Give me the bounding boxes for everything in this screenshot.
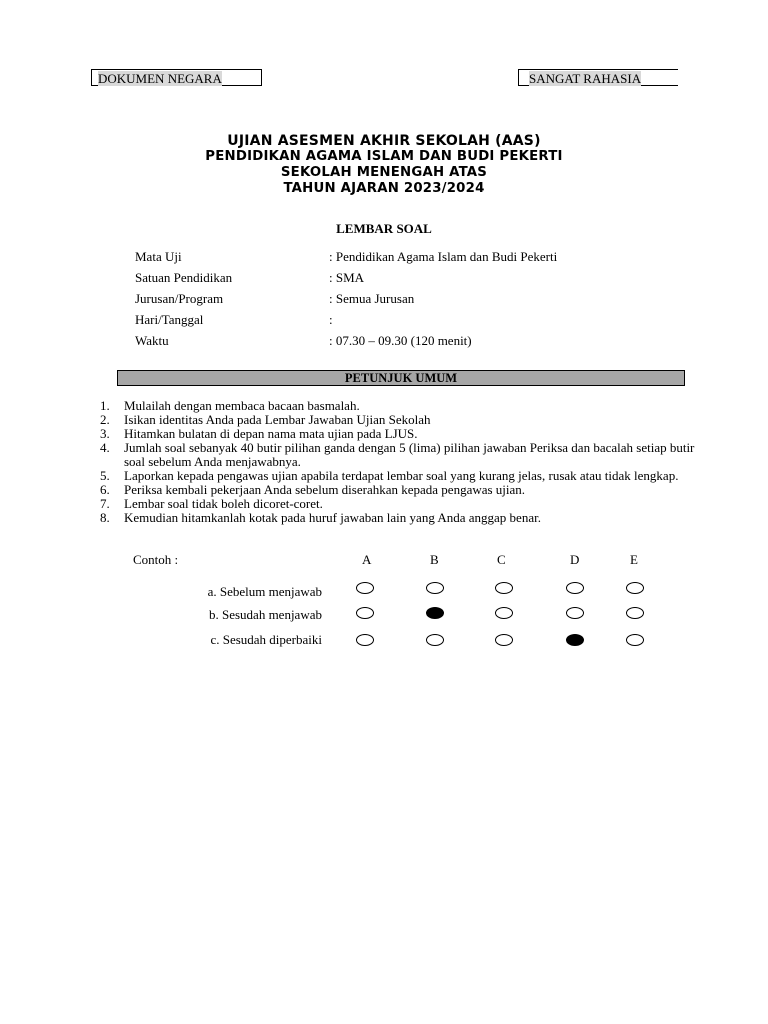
- answer-bubble-b: [426, 607, 444, 619]
- example-row-before: a. Sebelum menjawab: [207, 584, 322, 599]
- answer-bubble-a: [356, 582, 374, 594]
- item-number: 2.: [100, 412, 110, 427]
- list-item: [100, 413, 700, 427]
- document-classification-label: DOKUMEN NEGARA: [98, 71, 222, 86]
- info-row-mata-uji: [0, 249, 768, 267]
- item-number: 3.: [100, 426, 110, 441]
- answer-bubble-e: [626, 582, 644, 594]
- list-item: [100, 441, 700, 469]
- answer-bubble-a: [356, 634, 374, 646]
- option-header-b: B: [430, 552, 439, 567]
- answer-bubble-d: [566, 582, 584, 594]
- item-text: Jumlah soal sebanyak 40 butir pilihan ganda dengan 5 (lima) pilihan jawaban Periksa dan bacalah setiap butir soal sebelum Anda menjawabnya.: [124, 440, 695, 469]
- info-value: : Pendidikan Agama Islam dan Budi Pekerti: [329, 249, 558, 264]
- info-row-waktu: [0, 333, 768, 351]
- option-header-e: E: [630, 552, 638, 567]
- item-number: 8.: [100, 510, 110, 525]
- option-header-c: C: [497, 552, 506, 567]
- item-number: 6.: [100, 482, 110, 497]
- info-value: : Semua Jurusan: [329, 291, 415, 306]
- item-text: Laporkan kepada pengawas ujian apabila terdapat lembar soal yang kurang jelas, rusak atau tidak lengkap.: [124, 468, 679, 483]
- info-label: Hari/Tanggal: [135, 312, 204, 327]
- info-label: Jurusan/Program: [135, 291, 224, 306]
- answer-bubble-e: [626, 607, 644, 619]
- info-value: : SMA: [329, 270, 365, 285]
- confidentiality-label: SANGAT RAHASIA: [529, 71, 642, 86]
- item-text: Periksa kembali pekerjaan Anda sebelum diserahkan kepada pengawas ujian.: [124, 482, 526, 497]
- item-text: Mulailah dengan membaca bacaan basmalah.: [124, 398, 360, 413]
- list-item: [100, 511, 700, 525]
- list-item: [100, 427, 700, 441]
- general-instructions-banner: PETUNJUK UMUM: [117, 370, 685, 386]
- item-text: Hitamkan bulatan di depan nama mata ujian pada LJUS.: [124, 426, 418, 441]
- instructions-list: [100, 399, 700, 525]
- info-row-jurusan: [0, 291, 768, 309]
- answer-bubble-c: [495, 634, 513, 646]
- example-label: Contoh :: [133, 552, 179, 567]
- academic-year-title: TAHUN AJARAN 2023/2024: [283, 181, 485, 196]
- exam-title: UJIAN ASESMEN AKHIR SEKOLAH (AAS): [227, 133, 541, 149]
- item-text: Isikan identitas Anda pada Lembar Jawaban Ujian Sekolah: [124, 412, 431, 427]
- school-level-title: SEKOLAH MENENGAH ATAS: [280, 165, 488, 180]
- item-text: Kemudian hitamkanlah kotak pada huruf jawaban lain yang Anda anggap benar.: [124, 510, 541, 525]
- example-row-corrected: c. Sesudah diperbaiki: [210, 632, 322, 647]
- answer-bubble-b: [426, 582, 444, 594]
- info-row-satuan-pendidikan: [0, 270, 768, 288]
- answer-bubble-d: [566, 607, 584, 619]
- answer-bubble-a: [356, 607, 374, 619]
- list-item: [100, 497, 700, 511]
- subject-title: PENDIDIKAN AGAMA ISLAM DAN BUDI PEKERTI: [205, 149, 563, 164]
- answer-bubble-d: [566, 634, 584, 646]
- info-label: Mata Uji: [135, 249, 182, 264]
- list-item: [100, 483, 700, 497]
- sheet-heading: LEMBAR SOAL: [336, 221, 432, 236]
- option-header-d: D: [570, 552, 580, 567]
- list-item: [100, 469, 700, 483]
- info-label: Waktu: [135, 333, 169, 348]
- answer-bubble-c: [495, 607, 513, 619]
- info-label: Satuan Pendidikan: [135, 270, 233, 285]
- confidentiality-box: [518, 69, 678, 86]
- answer-bubble-e: [626, 634, 644, 646]
- item-text: Lembar soal tidak boleh dicoret-coret.: [124, 496, 323, 511]
- document-classification-box: [91, 69, 262, 86]
- item-number: 1.: [100, 398, 110, 413]
- answer-bubble-b: [426, 634, 444, 646]
- item-number: 5.: [100, 468, 110, 483]
- list-item: [100, 399, 700, 413]
- example-row-after: b. Sesudah menjawab: [208, 607, 322, 622]
- item-number: 7.: [100, 496, 110, 511]
- option-header-a: A: [362, 552, 372, 567]
- info-value: :: [329, 312, 333, 327]
- info-row-hari-tanggal: [0, 312, 768, 330]
- info-value: : 07.30 – 09.30 (120 menit): [329, 333, 472, 348]
- answer-bubble-c: [495, 582, 513, 594]
- item-number: 4.: [100, 440, 110, 455]
